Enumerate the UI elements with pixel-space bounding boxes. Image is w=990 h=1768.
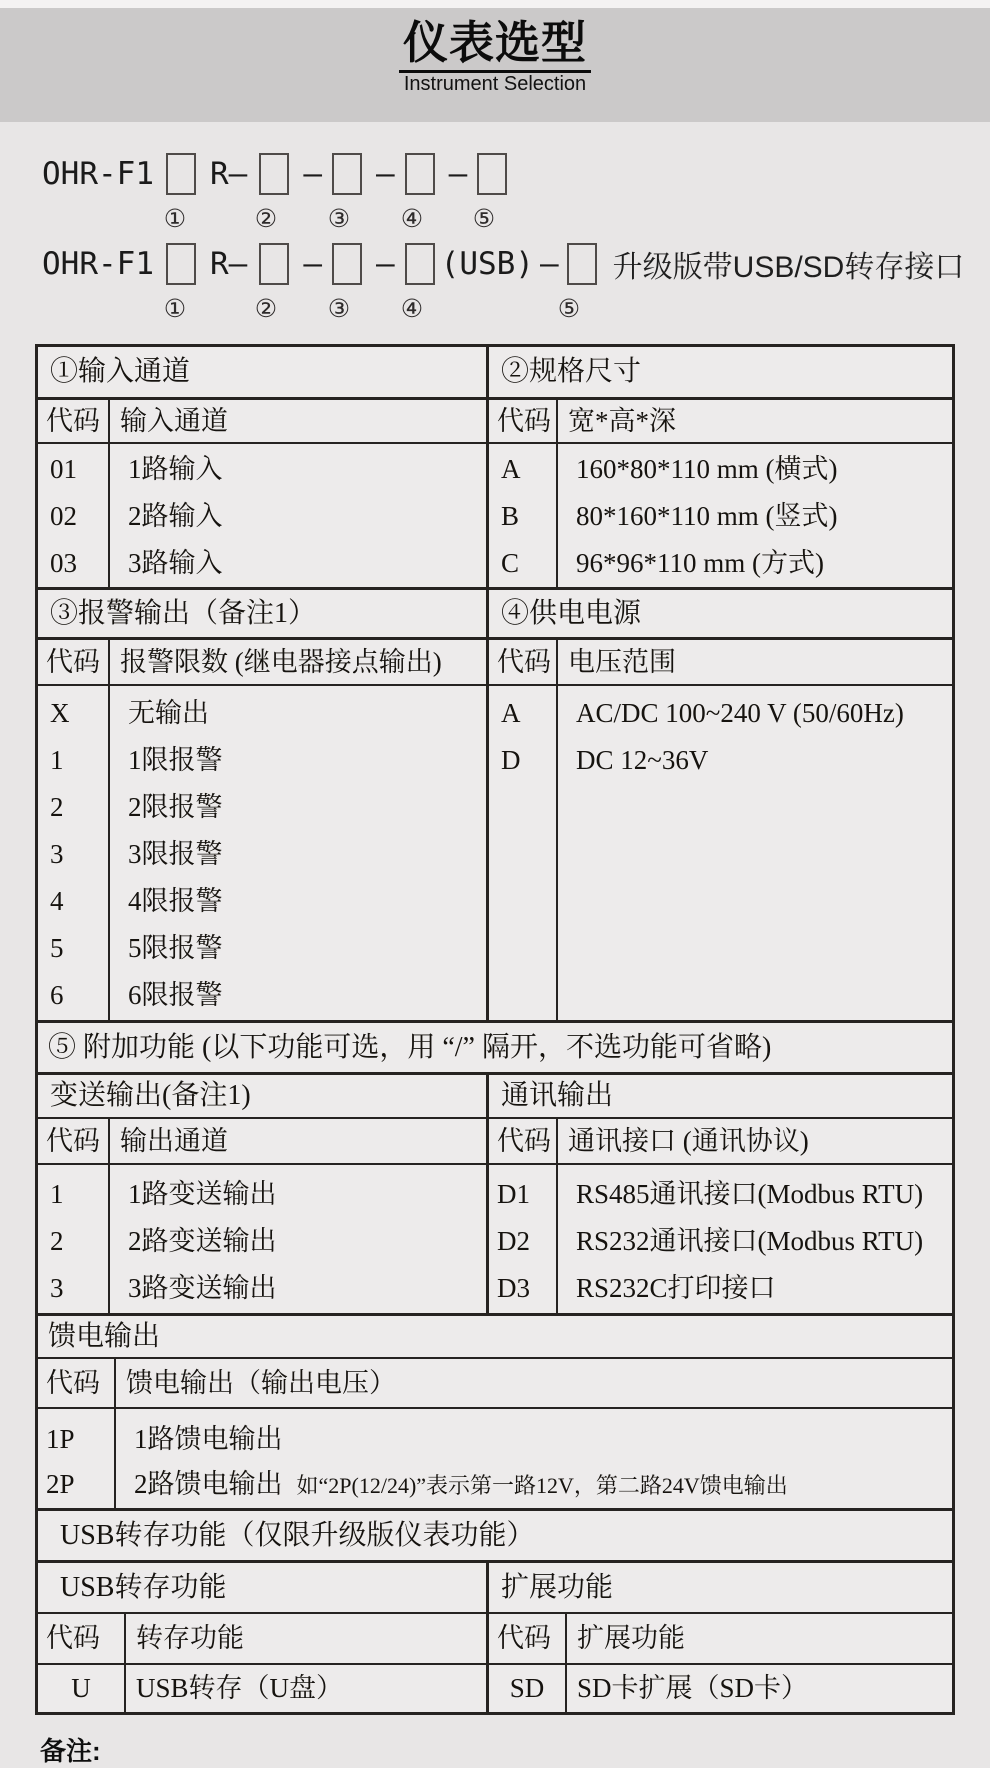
section-header-dimensions (486, 347, 952, 397)
code-value: 6 (50, 980, 64, 1010)
table-row (38, 1117, 952, 1163)
code-value: 01 (50, 454, 77, 484)
code-value: D2 (497, 1226, 530, 1256)
section-title: ①输入通道 (50, 356, 191, 388)
table-row (38, 1072, 952, 1117)
description-column (110, 1165, 486, 1313)
section-header-transmit-output (38, 1075, 486, 1117)
description-value: 3路输入 (128, 548, 223, 578)
description-value (126, 1462, 952, 1507)
code-box (477, 153, 507, 195)
code-value: 1 (50, 1179, 64, 1209)
table-row (38, 442, 952, 587)
code-value: D1 (497, 1179, 530, 1209)
column-header-code: 代码 (38, 640, 110, 684)
circle-mark-2: ② (254, 296, 278, 323)
code-value: 2 (50, 792, 64, 822)
code-column (38, 1409, 116, 1508)
section-title: 馈电输出 (48, 1320, 161, 1352)
code-value: 3 (50, 839, 64, 869)
description-value: AC/DC 100~240 V (50/60Hz) (576, 698, 904, 728)
section-header-alarm-output (38, 590, 486, 637)
description-column (558, 444, 952, 587)
code-marks-line-2 (42, 290, 990, 328)
code-value: 02 (50, 501, 77, 531)
code-column (489, 444, 558, 587)
page-title: 仪表选型 (399, 16, 591, 73)
code-value: 4 (50, 886, 64, 916)
column-header-voltage-range: 电压范围 (568, 646, 676, 677)
code-column (489, 1165, 558, 1313)
column-header-output-channel: 输出通道 (120, 1125, 228, 1156)
section-header-power-supply (486, 590, 952, 637)
description-column (558, 1165, 952, 1313)
section-title: ③报警输出（备注1） (50, 597, 317, 629)
description-column (110, 444, 486, 587)
column-header-input-channel: 输入通道 (120, 405, 228, 436)
table-row (38, 587, 952, 637)
column-header-dimensions: 宽*高*深 (568, 405, 676, 436)
feed-output-2p-note: 如“2P(12/24)”表示第一路12V，第二路24V馈电输出 (296, 1473, 788, 1498)
column-header-code: 代码 (489, 640, 558, 684)
section-title: USB转存功能（仅限升级版仪表功能） (60, 1519, 535, 1551)
table-row (38, 1612, 952, 1663)
description-value: 1路变送输出 (128, 1179, 277, 1209)
page-subtitle: Instrument Selection (403, 73, 587, 95)
description-value: 6限报警 (128, 980, 223, 1010)
description-column (110, 686, 486, 1020)
description-value: 1路输入 (128, 454, 223, 484)
code-dash: – (303, 246, 322, 282)
section-title: ⑤ 附加功能 (以下功能可选，用 “/” 隔开，不选功能可省略) (48, 1031, 772, 1063)
description-value: 无输出 (128, 698, 209, 728)
section-title: 扩展功能 (501, 1571, 614, 1603)
selection-table (35, 344, 955, 1715)
description-column (116, 1409, 952, 1508)
code-value: A (501, 698, 521, 728)
code-column (38, 686, 110, 1020)
circle-mark-4: ④ (400, 296, 424, 323)
description-value: RS232通讯接口(Modbus RTU) (576, 1226, 924, 1256)
code-dash: – (303, 156, 322, 192)
table-row (38, 1163, 952, 1313)
code-r-dash: R– (209, 246, 248, 282)
section-header-input-channels (38, 347, 486, 397)
section-title: ④供电电源 (501, 597, 642, 629)
description-value: 2限报警 (128, 792, 223, 822)
description-value: 2路输入 (128, 501, 223, 531)
description-value: 1限报警 (128, 745, 223, 775)
feed-output-1p: 1路馈电输出 (134, 1424, 283, 1454)
code-dash: – (375, 246, 395, 282)
section-title: 变送输出(备注1) (50, 1080, 251, 1112)
description-column (558, 686, 952, 1020)
code-value: A (501, 454, 521, 484)
subsection-header-usb (38, 1563, 486, 1612)
circle-mark-1: ① (163, 296, 187, 323)
column-header-code: 代码 (38, 400, 110, 442)
model-code-line-1 (42, 148, 990, 200)
model-code-line-2 (42, 238, 990, 290)
code-value: U (38, 1665, 126, 1712)
description-value: 2路变送输出 (128, 1226, 277, 1256)
code-box (405, 243, 435, 285)
code-value: 2P (46, 1469, 75, 1499)
subsection-header-expansion (486, 1563, 952, 1612)
code-box (166, 243, 196, 285)
table-row (38, 1560, 952, 1612)
model-prefix: OHR-F1 (42, 156, 154, 192)
code-dash: – (375, 156, 395, 192)
section-title: USB转存功能 (60, 1571, 227, 1603)
section-header-additional-functions (38, 1020, 952, 1072)
code-value: C (501, 548, 520, 578)
circle-mark-1: ① (163, 206, 187, 233)
column-header-alarm-limits: 报警限数 (继电器接点输出) (120, 646, 442, 677)
description-value: 80*160*110 mm (竖式) (576, 501, 838, 531)
description-value: SD卡扩展（SD卡） (577, 1673, 809, 1704)
table-row (38, 684, 952, 1020)
column-header-feed-output: 馈电输出（输出电压） (126, 1367, 396, 1398)
code-value: 1 (50, 745, 64, 775)
section-header-usb-transfer (38, 1508, 952, 1560)
description-value: 5限报警 (128, 933, 223, 963)
code-box (405, 153, 435, 195)
description-value: USB转存（U盘） (136, 1673, 344, 1704)
code-value: SD (489, 1665, 567, 1712)
description-value: RS485通讯接口(Modbus RTU) (576, 1179, 924, 1209)
code-column (38, 1165, 110, 1313)
model-prefix: OHR-F1 (42, 246, 154, 282)
circle-mark-2: ② (254, 206, 278, 233)
remark-label: 备注: (40, 1736, 101, 1766)
column-header-code: 代码 (38, 1119, 110, 1163)
code-value: 03 (50, 548, 77, 578)
code-box (567, 243, 597, 285)
section-title: 通讯输出 (501, 1080, 614, 1112)
section-header-feed-output (38, 1313, 952, 1357)
code-value: D3 (497, 1273, 530, 1303)
header-band (0, 8, 990, 122)
table-row (38, 1407, 952, 1508)
upgrade-note: 升级版带USB/SD转存接口 (612, 251, 965, 284)
code-box (332, 243, 362, 285)
code-value: X (50, 698, 70, 728)
description-value: 96*96*110 mm (方式) (576, 548, 824, 578)
column-header-code: 代码 (489, 400, 558, 442)
code-value: 3 (50, 1273, 64, 1303)
description-value: 4限报警 (128, 886, 223, 916)
code-value: 1P (46, 1424, 75, 1454)
column-header-code: 代码 (489, 1119, 558, 1163)
circle-mark-4: ④ (400, 206, 424, 233)
code-value: B (501, 501, 520, 531)
column-header-expansion-function: 扩展功能 (577, 1623, 685, 1654)
code-r-dash: R– (209, 156, 248, 192)
table-row (38, 397, 952, 442)
table-row (38, 637, 952, 684)
column-header-code: 代码 (38, 1359, 116, 1407)
description-value: 3限报警 (128, 839, 223, 869)
column-header-code: 代码 (38, 1614, 126, 1663)
feed-output-2p: 2路馈电输出 (134, 1469, 283, 1499)
description-value: 160*80*110 mm (横式) (576, 454, 838, 484)
code-marks-line-1 (42, 200, 990, 238)
circle-mark-3: ③ (327, 296, 351, 323)
code-value: D (501, 745, 521, 775)
model-code-area (0, 122, 990, 328)
code-value: 2 (50, 1226, 64, 1256)
table-row (38, 347, 952, 397)
table-row (38, 1357, 952, 1407)
code-column (489, 686, 558, 1020)
column-header-comm-interface: 通讯接口 (通讯协议) (568, 1125, 809, 1156)
code-box (332, 153, 362, 195)
description-value (126, 1417, 952, 1462)
code-usb-label: (USB) (440, 246, 534, 282)
code-column (38, 444, 110, 587)
circle-mark-5: ⑤ (557, 296, 581, 323)
circle-mark-5: ⑤ (472, 206, 496, 233)
code-dash: – (539, 246, 559, 282)
column-header-code: 代码 (489, 1614, 567, 1663)
section-header-comm-output (486, 1075, 952, 1117)
description-value: DC 12~36V (576, 745, 709, 775)
code-box (166, 153, 196, 195)
section-title: ②规格尺寸 (501, 356, 642, 388)
table-row (38, 1663, 952, 1712)
code-value: 5 (50, 933, 64, 963)
code-box (259, 243, 289, 285)
code-box (259, 153, 289, 195)
column-header-transfer-function: 转存功能 (136, 1623, 244, 1654)
code-dash: – (448, 156, 468, 192)
top-strip (0, 0, 990, 8)
circle-mark-3: ③ (327, 206, 351, 233)
description-value: 3路变送输出 (128, 1273, 277, 1303)
description-value: RS232C打印接口 (576, 1273, 776, 1303)
